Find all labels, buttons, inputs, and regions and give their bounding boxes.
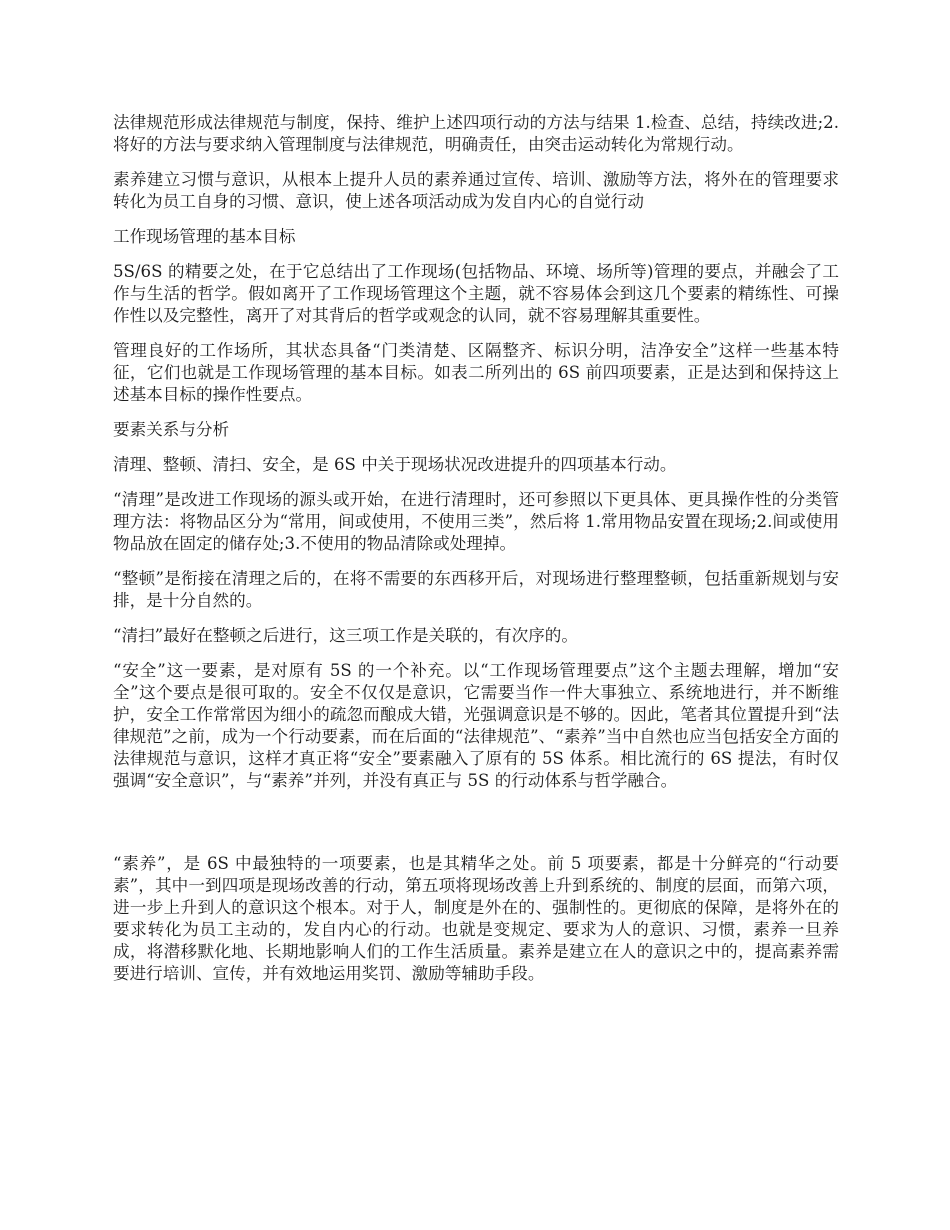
section-heading-basic-goals: 工作现场管理的基本目标 bbox=[113, 227, 296, 246]
paragraph-shine: “清扫”最好在整顿之后进行，这三项工作是关联的，有次序的。 bbox=[113, 626, 578, 645]
section-heading-element-analysis: 要素关系与分析 bbox=[113, 420, 230, 439]
paragraph-four-basic-actions: 清理、整顿、清扫、安全，是 6S 中关于现场状况改进提升的四项基本行动。 bbox=[113, 455, 677, 474]
document-body bbox=[113, 112, 839, 998]
paragraph-spacer bbox=[113, 805, 839, 853]
paragraph-well-managed-workplace: 管理良好的工作场所，其状态具备“门类清楚、区隔整齐、标识分明，洁净安全”这样一些基本特征，它们也就是工作现场管理的基本目标。如表二所列出的 6S 前四项要素，正是达到和保持这上述基本目标的操作性要点。 bbox=[113, 341, 839, 404]
paragraph-set-in-order: “整顿”是衔接在清理之后的，在将不需要的东西移开后，对现场进行整理整顿，包括重新规划与安排，是十分自然的。 bbox=[113, 569, 839, 610]
paragraph-safety: “安全”这一要素，是对原有 5S 的一个补充。以“工作现场管理要点”这个主题去理解，增加“安全”这个要点是很可取的。安全不仅仅是意识，它需要当作一件大事独立、系统地进行，并不断维护，安全工作常常因为细小的疏忽而酿成大错，光强调意识是不够的。因此，笔者其位置提升到“法律规范”之前，成为一个行动要素，而在后面的“法律规范”、“素养”当中自然也应当包括安全方面的法律规范与意识，这样才真正将“安全”要素融入了原有的 5S 体系。相比流行的 6S 提法，有时仅强调“安全意识”，与“素养”并列，并没有真正与 5S 的行动体系与哲学融合。 bbox=[113, 661, 839, 790]
paragraph-5s-6s-essence: 5S/6S 的精要之处，在于它总结出了工作现场(包括物品、环境、场所等)管理的要点，并融会了工作与生活的哲学。假如离开了工作现场管理这个主题，就不容易体会到这几个要素的精练性、可操作性以及完整性，离开了对其背后的哲学或观念的认同，就不容易理解其重要性。 bbox=[113, 262, 839, 325]
paragraph-self-discipline: 素养建立习惯与意识，从根本上提升人员的素养通过宣传、培训、激励等方法，将外在的管理要求转化为员工自身的习惯、意识，使上述各项活动成为发自内心的自觉行动 bbox=[113, 170, 839, 211]
paragraph-sustain: “素养”，是 6S 中最独特的一项要素，也是其精华之处。前 5 项要素，都是十分鲜亮的“行动要素”，其中一到四项是现场改善的行动，第五项将现场改善上升到系统的、制度的层面，而第六项，进一步上升到人的意识这个根本。对于人，制度是外在的、强制性的。更彻底的保障，是将外在的要求转化为员工主动的，发自内心的行动。也就是变规定、要求为人的意识、习惯，素养一旦养成，将潜移默化地、长期地影响人们的工作生活质量。素养是建立在人的意识之中的，提高素养需要进行培训、宣传，并有效地运用奖罚、激励等辅助手段。 bbox=[113, 854, 839, 983]
paragraph-sort: “清理”是改进工作现场的源头或开始，在进行清理时，还可参照以下更具体、更具操作性的分类管理方法：将物品区分为“常用，间或使用，不使用三类”，然后将 1.常用物品安置在现场;2.间或使用物品放在固定的储存处;3.不使用的物品清除或处理掉。 bbox=[113, 490, 839, 553]
paragraph-legal-norms: 法律规范形成法律规范与制度，保持、维护上述四项行动的方法与结果 1.检查、总结，持续改进;2.将好的方法与要求纳入管理制度与法律规范，明确责任，由突击运动转化为常规行动。 bbox=[113, 113, 839, 154]
